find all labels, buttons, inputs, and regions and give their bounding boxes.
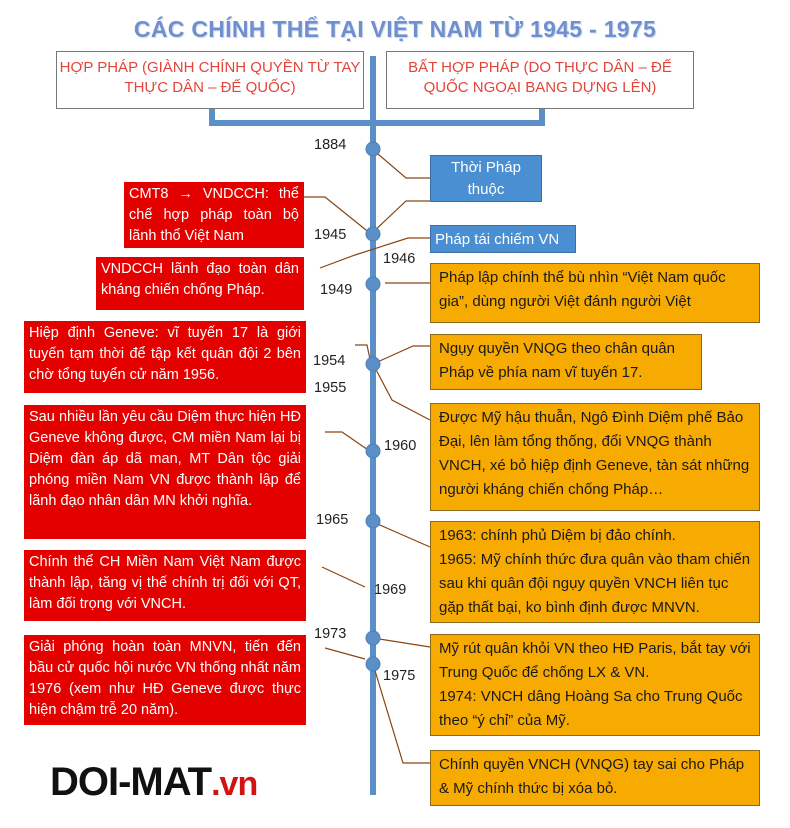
year-label-1946: 1946 — [383, 251, 416, 267]
year-label-1949: 1949 — [320, 282, 353, 298]
connector-1969 — [322, 567, 365, 587]
connector-1973 — [373, 638, 430, 647]
node-1975 — [366, 657, 380, 671]
right-box-1973-1974 — [430, 634, 760, 736]
right-box-vnqg: Pháp lập chính thể bù nhìn “Việt Nam quốc gia”, dùng người Việt đánh người Việt — [430, 263, 760, 323]
box-phap-tai-chiem: Pháp tái chiếm VN — [430, 225, 576, 253]
node-1884 — [366, 142, 380, 156]
connector-1965 — [373, 522, 430, 547]
right-box-1975: Chính quyền VNCH (VNQG) tay sai cho Pháp & Mỹ chính thức bị xóa bỏ. — [430, 750, 760, 806]
logo-suffix: .vn — [211, 765, 258, 803]
event-1965: 1965: Mỹ chính thức đưa quân vào tham chiến sau khi quân đội ngụy quyền VNCH liên tục gặp thất bại, ko bình định được MNVN. — [439, 551, 751, 616]
left-box-vndcch: VNDCCH lãnh đạo toàn dân kháng chiến chống Pháp. — [96, 257, 304, 310]
node-1954 — [366, 357, 380, 371]
logo-main: DOI-MAT — [50, 760, 212, 804]
connector-1960 — [325, 432, 371, 452]
event-1963: 1963: chính phủ Diệm bị đảo chính. — [439, 527, 676, 544]
node-1965 — [366, 514, 380, 528]
event-1973: Mỹ rút quân khỏi VN theo HĐ Paris, bắt tay với Trung Quốc để chống LX & VN. — [439, 640, 751, 681]
site-logo — [50, 760, 257, 805]
year-label-1965: 1965 — [316, 512, 349, 528]
node-1945 — [366, 227, 380, 241]
box-thoi-phap-thuoc: Thời Pháp thuộc — [430, 155, 542, 202]
connector-1955 — [373, 364, 430, 420]
left-box-mtdtgp: Sau nhiều lần yêu cầu Diệm thực hiện HĐ Geneve không được, CM miền Nam lại bị Diệm đàn áp dã man, MT Dân tộc giải phóng miền Nam VN được thành lập để lãnh đạo nhân dân MN khởi nghĩa. — [24, 405, 306, 539]
year-label-1954: 1954 — [313, 353, 346, 369]
left-box-geneve: Hiệp định Geneve: vĩ tuyến 17 là giới tuyến tạm thời để tập kết quân đội 2 bên chờ tổng tuyển cử năm 1956. — [24, 321, 306, 393]
connector-1975-left — [325, 648, 365, 659]
node-1960 — [366, 444, 380, 458]
right-box-nguy-quyen: Ngụy quyền VNQG theo chân quân Pháp về phía nam vĩ tuyến 17. — [430, 334, 702, 390]
header-legal: HỢP PHÁP (GIÀNH CHÍNH QUYỀN TỪ TAY THỰC DÂN – ĐẾ QUỐC) — [56, 51, 364, 109]
left-box-giai-phong: Giải phóng hoàn toàn MNVN, tiến đến bầu cử quốc hội nước VN thống nhất năm 1976 (xem như HĐ Geneve được thực hiện chậm trễ 20 năm). — [24, 635, 306, 725]
connector-1945-blue — [371, 201, 430, 234]
left-box-cmt8: CMT8 → VNDCCH: thể chế hợp pháp toàn bộ lãnh thổ Việt Nam — [124, 182, 304, 248]
year-label-1945: 1945 — [314, 227, 347, 243]
page-title: CÁC CHÍNH THỂ TẠI VIỆT NAM TỪ 1945 - 1975 — [133, 16, 657, 42]
node-1973 — [366, 631, 380, 645]
right-box-1963-1965 — [430, 521, 760, 623]
connector-1884 — [371, 148, 430, 178]
connector-1954-right — [373, 346, 430, 364]
header-illegal: BẤT HỢP PHÁP (DO THỰC DÂN – ĐẾ QUỐC NGOẠI BANG DỰNG LÊN) — [386, 51, 694, 109]
year-label-1969: 1969 — [374, 582, 407, 598]
year-label-1884: 1884 — [314, 137, 347, 153]
year-label-1955: 1955 — [314, 380, 347, 396]
year-label-1960: 1960 — [384, 438, 417, 454]
year-label-1973: 1973 — [314, 626, 347, 642]
event-1974: 1974: VNCH dâng Hoàng Sa cho Trung Quốc theo “ý chỉ” của Mỹ. — [439, 688, 743, 729]
right-box-diem: Được Mỹ hậu thuẫn, Ngô Đình Diệm phế Bảo Đại, lên làm tổng thống, đổi VNQG thành VNCH, xé bỏ hiệp định Geneve, tàn sát những người kháng chiến chống Pháp… — [430, 403, 760, 511]
left-box-chmnvn: Chính thể CH Miền Nam Việt Nam được thành lập, tăng vị thế chính trị đối với QT, làm đối trọng với VNCH. — [24, 550, 306, 621]
node-1949 — [366, 277, 380, 291]
year-label-1975: 1975 — [383, 668, 416, 684]
